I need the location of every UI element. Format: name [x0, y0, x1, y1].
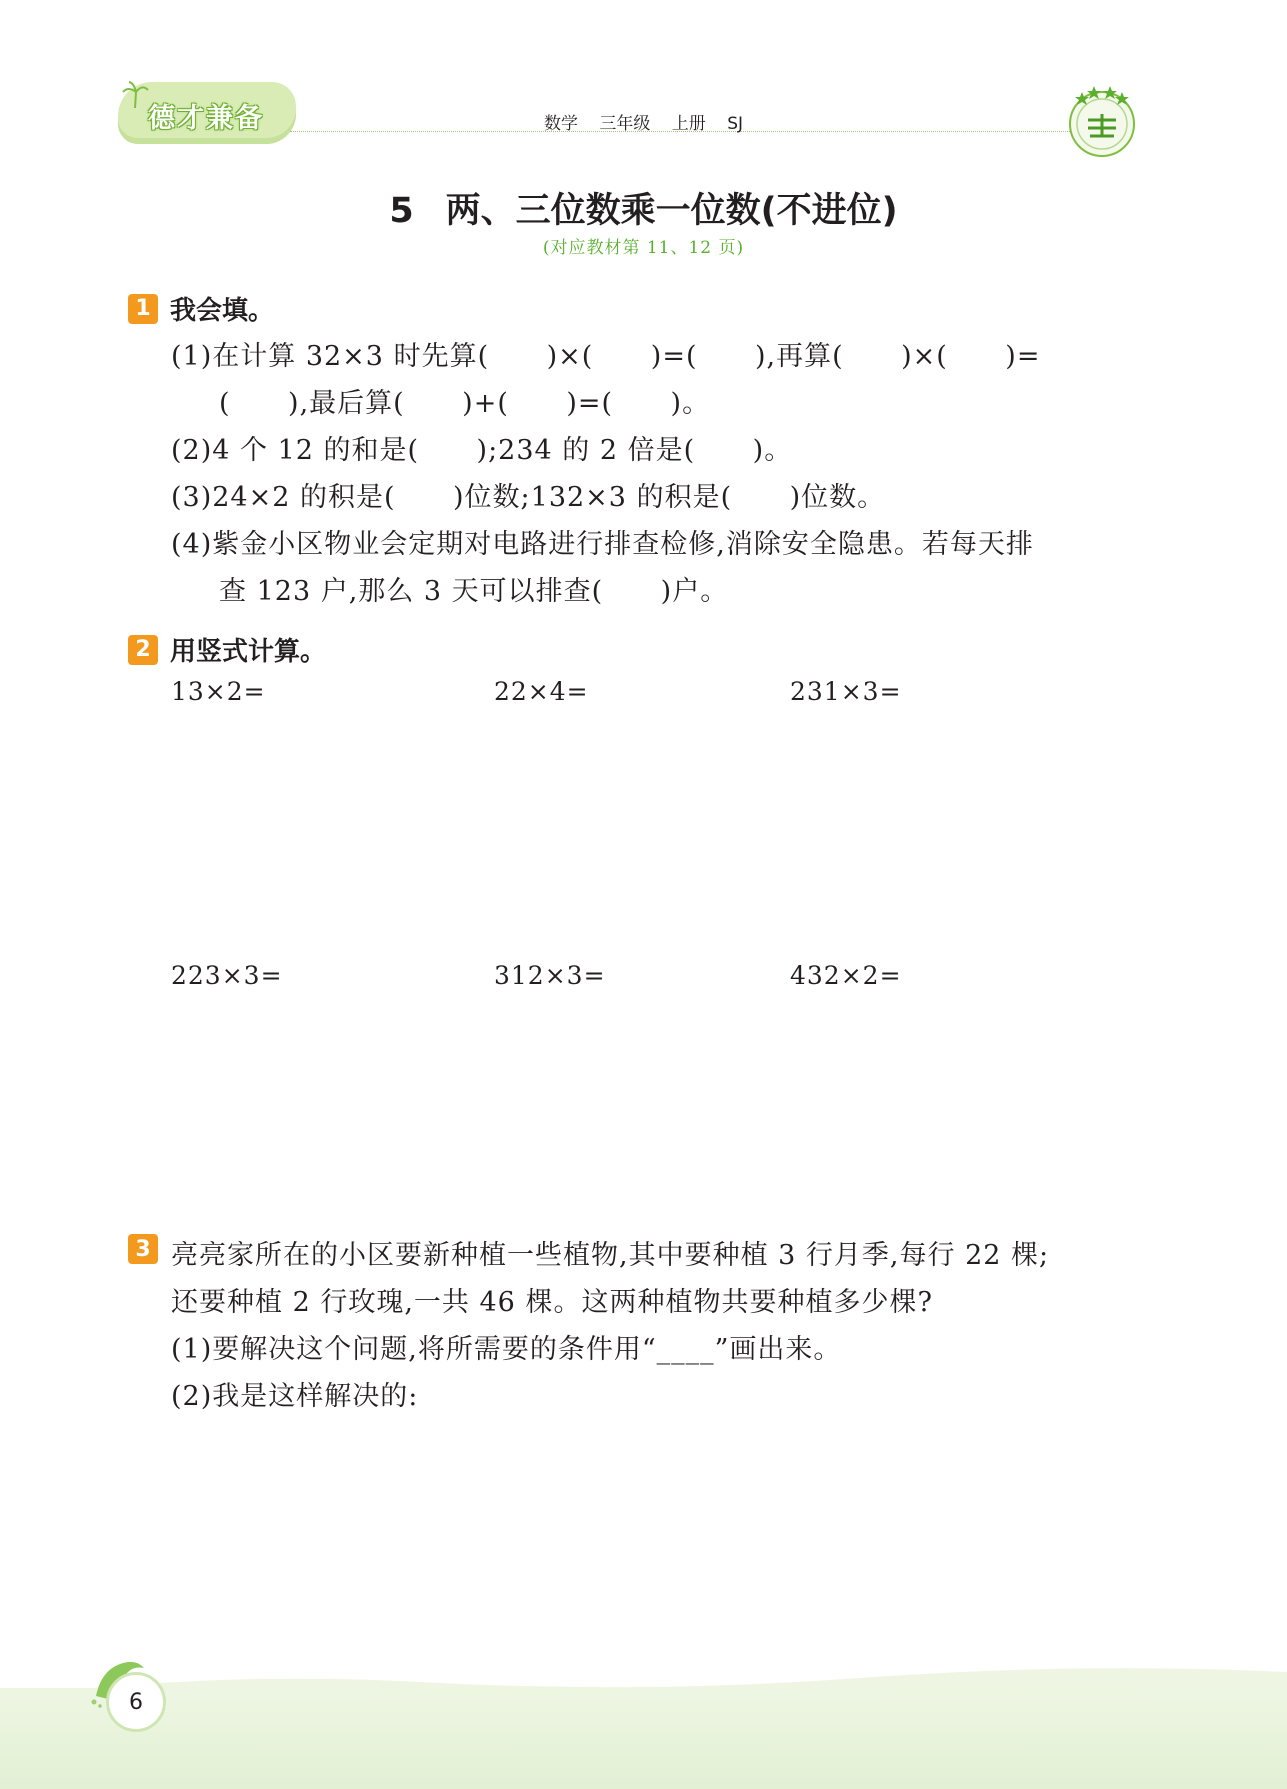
section-1-number: 1 — [128, 294, 158, 324]
section-2-number: 2 — [128, 635, 158, 665]
vertical-calc-problem: 223×3= — [171, 961, 283, 990]
fill-question-1-line-2: ( ),最后算( )+( )=( )。 — [219, 388, 711, 419]
lesson-title-text: 两、三位数乘一位数(不进位) — [445, 191, 898, 231]
section-3-number: 3 — [128, 1234, 158, 1264]
vertical-calc-problem: 231×3= — [790, 677, 902, 706]
word-problem-line-1: 亮亮家所在的小区要新种植一些植物,其中要种植 3 行月季,每行 22 棵; — [171, 1240, 1050, 1271]
page-number: 6 — [106, 1672, 166, 1732]
vertical-calc-problem: 22×4= — [494, 677, 589, 706]
fill-question-2: (2)4 个 12 的和是( );234 的 2 倍是( )。 — [171, 435, 793, 466]
publisher-seal-icon — [1062, 80, 1142, 162]
fill-question-3: (3)24×2 的积是( )位数;132×3 的积是( )位数。 — [171, 482, 886, 513]
vertical-calc-problem: 13×2= — [171, 677, 266, 706]
section-1-heading — [128, 290, 274, 327]
word-problem-part-2: (2)我是这样解决的: — [171, 1381, 419, 1412]
word-problem-line-2: 还要种植 2 行玫瑰,一共 46 棵。这两种植物共要种植多少棵? — [171, 1287, 933, 1318]
vertical-calc-problem: 312×3= — [494, 961, 606, 990]
section-2-title: 用竖式计算。 — [170, 637, 327, 667]
lesson-title — [0, 183, 1287, 233]
textbook-reference: (对应教材第 11、12 页) — [542, 238, 745, 258]
lesson-number: 5 — [389, 191, 414, 231]
word-problem-part-1: (1)要解决这个问题,将所需要的条件用“____”画出来。 — [171, 1334, 842, 1365]
fill-question-1-line-1: (1)在计算 32×3 时先算( )×( )=( ),再算( )×( )= — [171, 341, 1041, 372]
section-2-heading — [128, 631, 326, 668]
palm-tree-icon — [120, 80, 150, 110]
vertical-calc-problem: 432×2= — [790, 961, 902, 990]
header-logo-text: 德才兼备 — [148, 103, 264, 134]
header-grade: 三年级 — [599, 114, 651, 134]
fill-question-4-line-2: 查 123 户,那么 3 天可以排查( )户。 — [219, 576, 729, 607]
fill-question-4-line-1: (4)紫金小区物业会定期对电路进行排查检修,消除安全隐患。若每天排 — [171, 529, 1034, 560]
header-edition: SJ — [727, 114, 744, 134]
header-volume: 上册 — [671, 114, 706, 134]
header-subject: 数学 — [543, 114, 578, 134]
footer-background — [0, 1688, 1287, 1789]
section-3-heading — [128, 1234, 170, 1264]
section-1-title: 我会填。 — [170, 296, 275, 326]
